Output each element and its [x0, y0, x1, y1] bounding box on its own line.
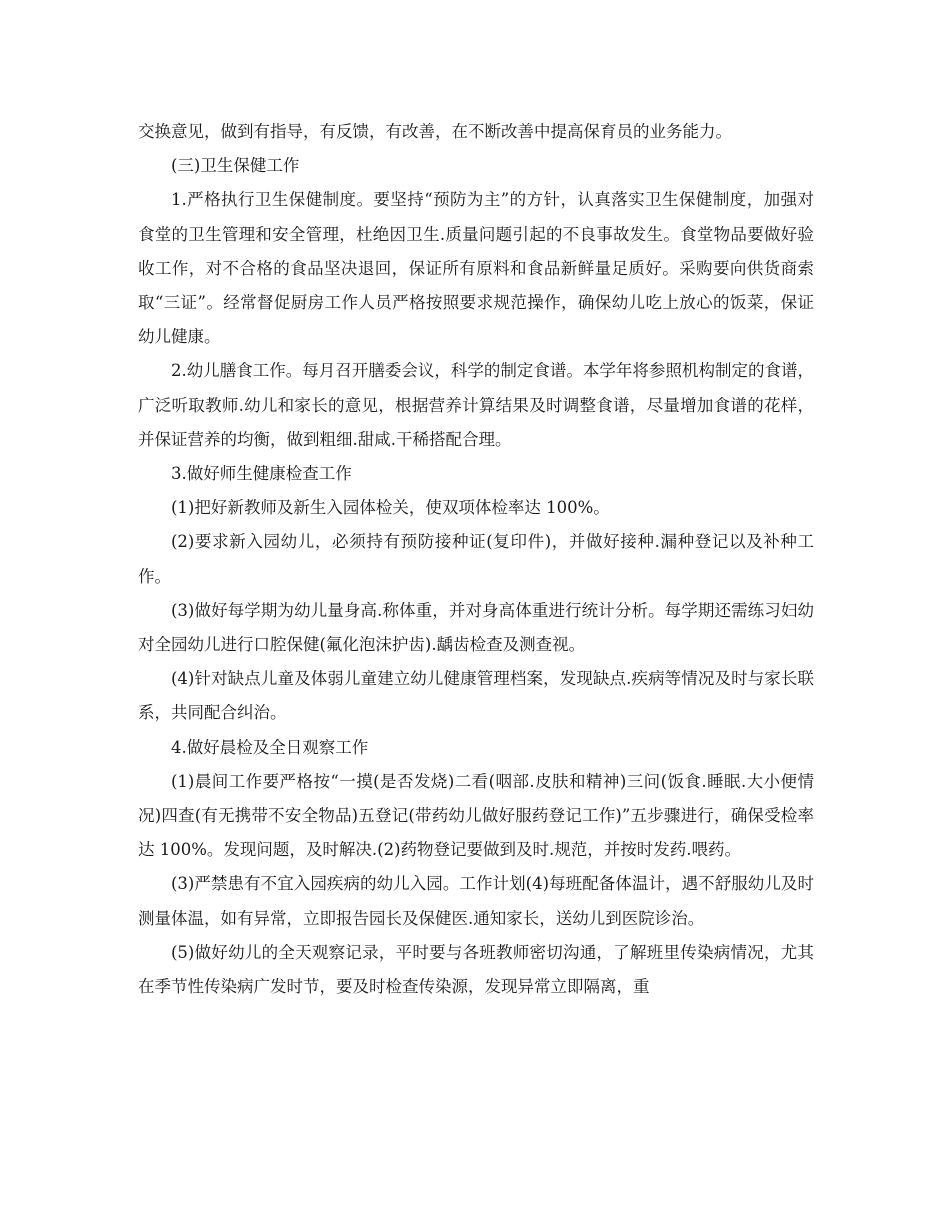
list-item: (4)针对缺点儿童及体弱儿童建立幼儿健康管理档案，发现缺点.疾病等情况及时与家长联系，共同配合纠治。 — [138, 669, 814, 723]
section-heading: (三)卫生保健工作 — [171, 156, 300, 176]
paragraph: 2.幼儿膳食工作。每月召开膳委会议，科学的制定食谱。本学年将参照机构制定的食谱，广泛听取教师.幼儿和家长的意见，根据营养计算结果及时调整食谱，尽量增加食谱的花样，并保证营养的均衡，做到粗细.甜咸.干稀搭配合理。 — [138, 361, 814, 449]
list-item: (3)严禁患有不宜入园疾病的幼儿入园。工作计划(4)每班配备体温计，遇不舒服幼儿及时测量体温，如有异常，立即报告园长及保健医.通知家长，送幼儿到医院诊治。 — [138, 874, 814, 928]
paragraph: 1.严格执行卫生保健制度。要坚持“预防为主”的方针，认真落实卫生保健制度，加强对食堂的卫生管理和安全管理，杜绝因卫生.质量问题引起的不良事故发生。食堂物品要做好验收工作，对不合格的食品坚决退回，保证所有原料和食品新鲜量足质好。采购要向供货商索取“三证”。经常督促厨房工作人员严格按照要求规范操作，确保幼儿吃上放心的饭菜，保证幼儿健康。 — [138, 190, 814, 347]
document-body — [138, 115, 814, 1004]
list-item: (1)晨间工作要严格按“一摸(是否发烧)二看(咽部.皮肤和精神)三问(饭食.睡眠.大小便情况)四查(有无携带不安全物品)五登记(带药幼儿做好服药登记工作)”五步骤进行，确保受检率达 100%。发现问题，及时解决.(2)药物登记要做到及时.规范，并按时发药.喂药。 — [138, 771, 814, 860]
list-item: (5)做好幼儿的全天观察记录，平时要与各班教师密切沟通，了解班里传染病情况，尤其在季节性传染病广发时节，要及时检查传染源，发现异常立即隔离，重 — [138, 942, 814, 997]
list-item: (2)要求新入园幼儿，必须持有预防接种证(复印件)，并做好接种.漏种登记以及补种工作。 — [138, 532, 814, 586]
list-item: (1)把好新教师及新生入园体检关，使双项体检率达 100%。 — [171, 498, 610, 518]
list-item: (3)做好每学期为幼儿量身高.称体重，并对身高体重进行统计分析。每学期还需练习妇幼对全园幼儿进行口腔保健(氟化泡沫护齿).龋齿检查及测查视。 — [138, 600, 814, 655]
subsection-heading: 3.做好师生健康检查工作 — [171, 464, 352, 484]
paragraph: 交换意见，做到有指导，有反馈，有改善，在不断改善中提高保育员的业务能力。 — [138, 122, 732, 141]
subsection-heading: 4.做好晨检及全日观察工作 — [171, 737, 369, 757]
